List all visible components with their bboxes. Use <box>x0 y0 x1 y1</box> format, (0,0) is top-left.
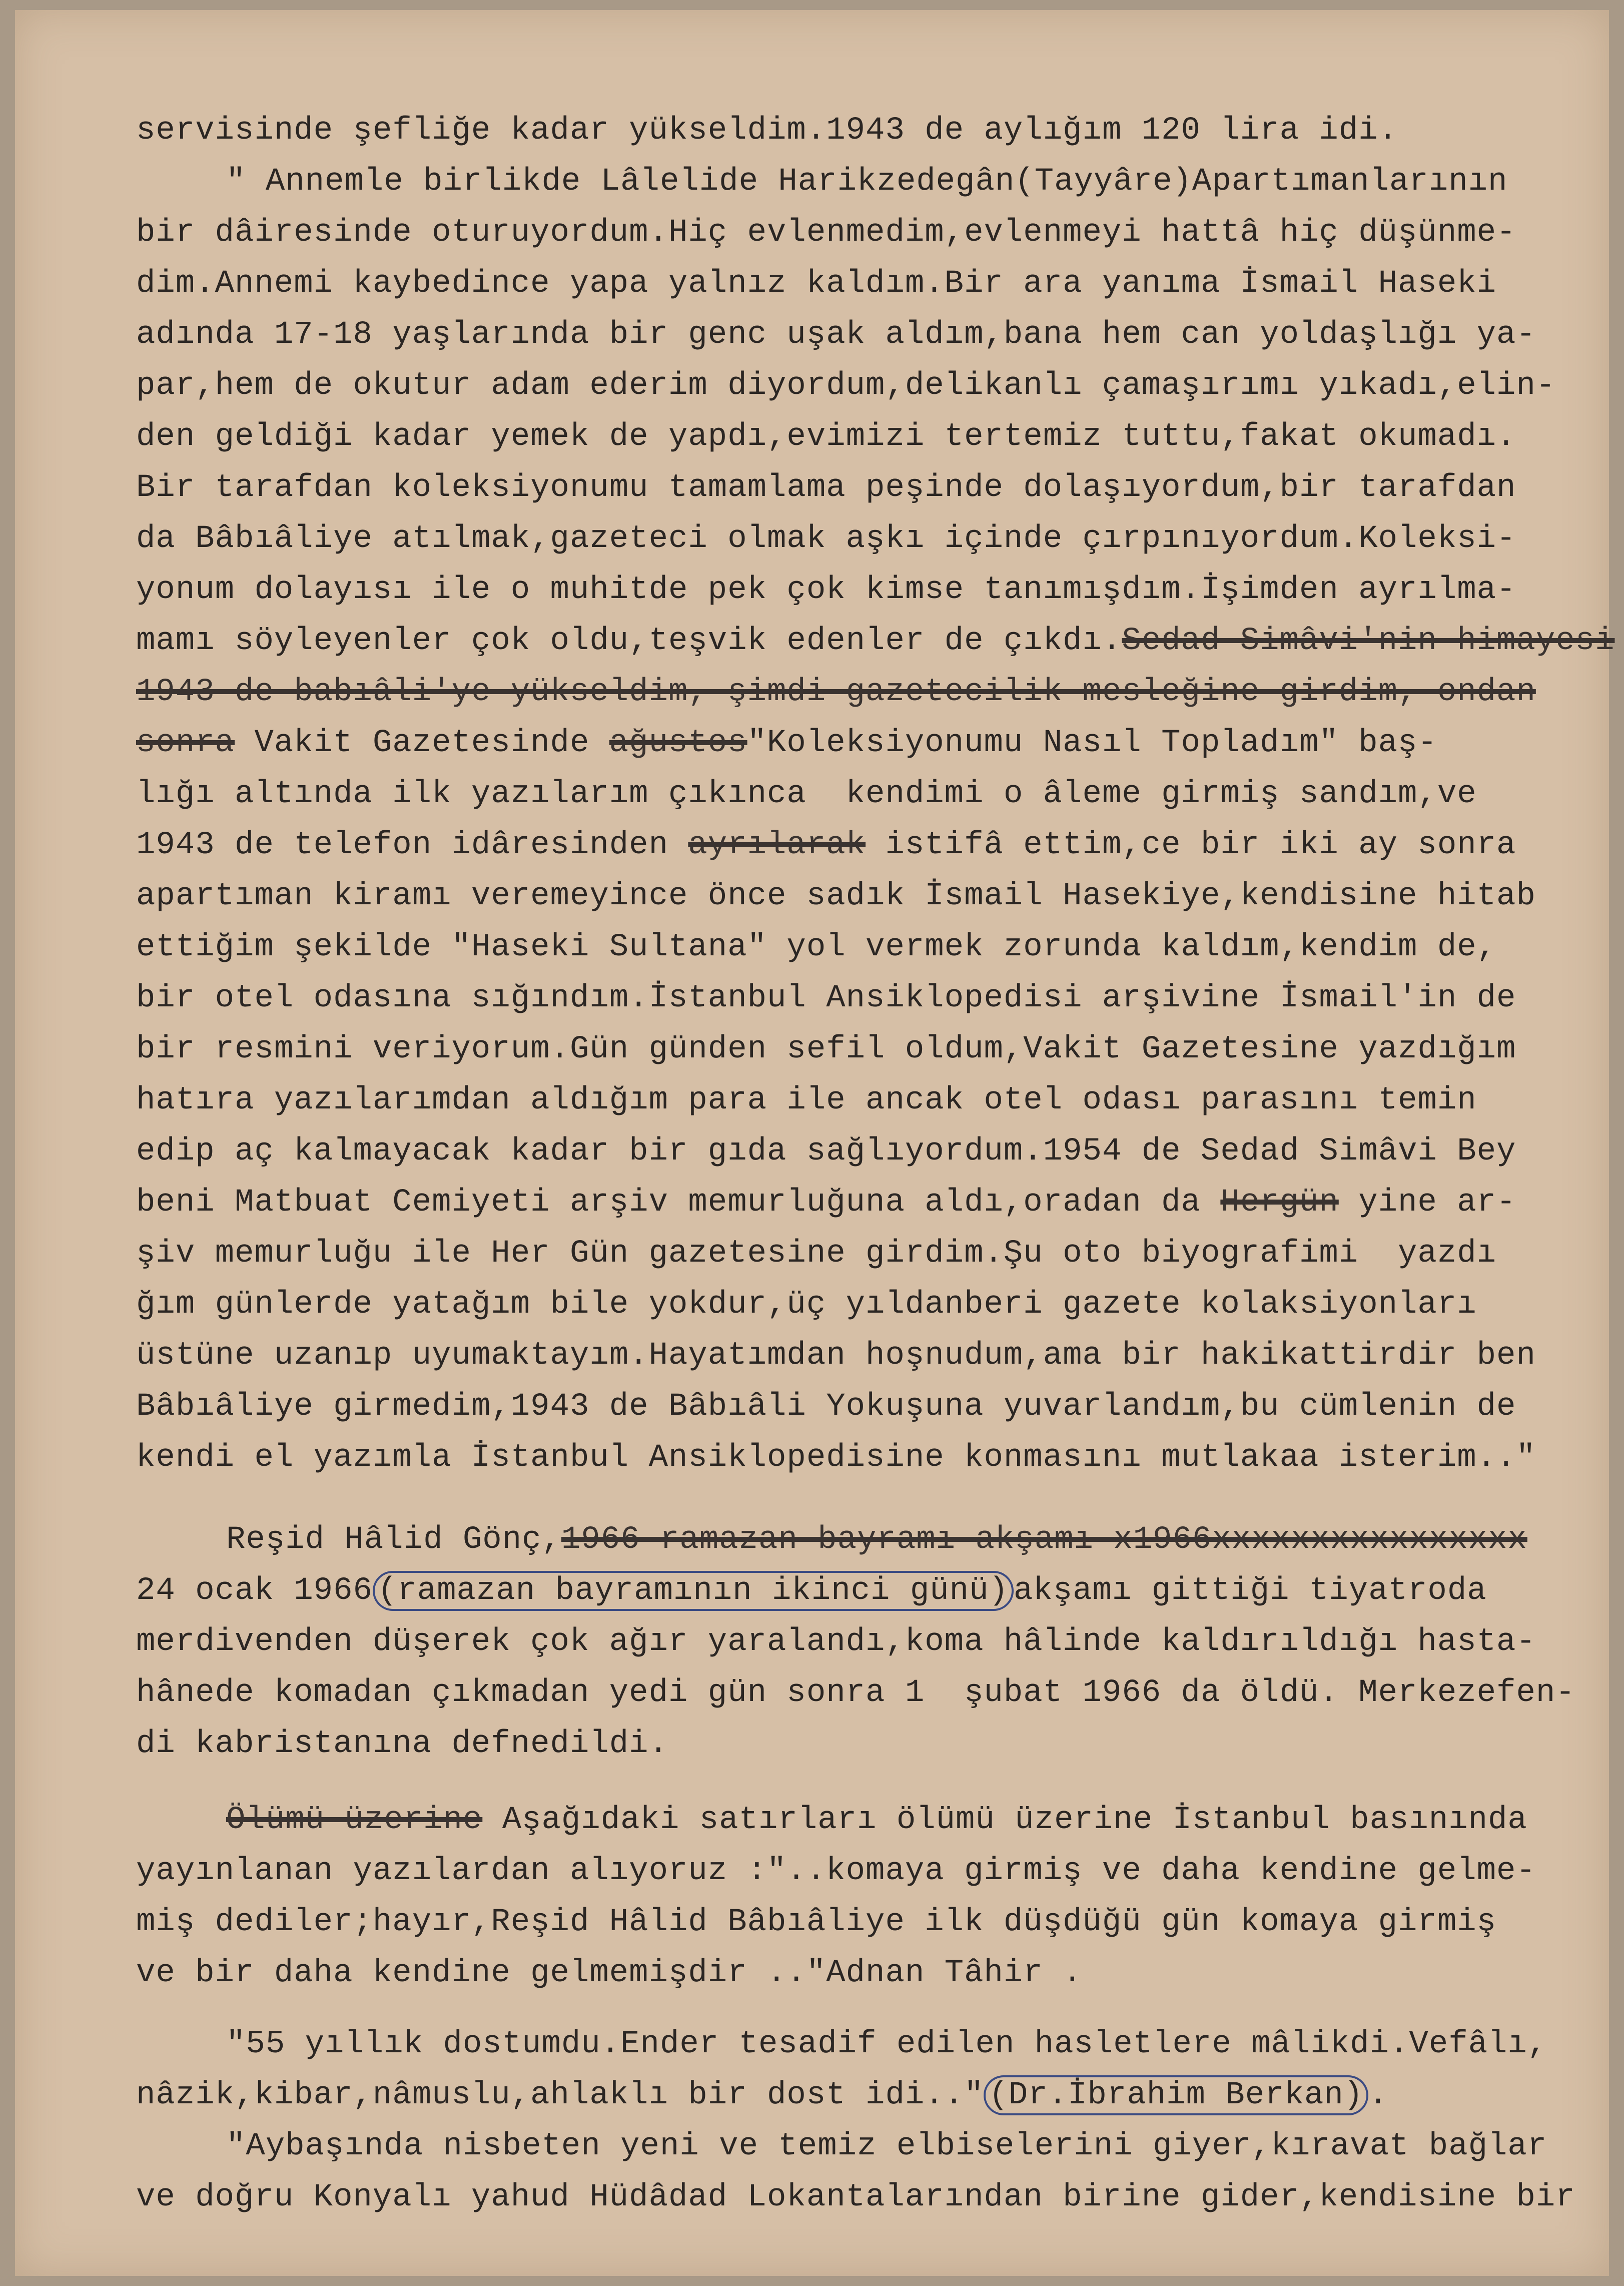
text-line: bir resmini veriyorum.Gün günden sefil oldum,Vakit Gazetesine yazdığım <box>136 1031 1516 1067</box>
text-line <box>136 1565 1612 1616</box>
handwritten-insertion: (Dr.İbrahim Berkan) <box>984 2075 1368 2115</box>
text-segment: nâzik,kibar,nâmuslu,ahlaklı bir dost idi.." <box>136 2077 984 2113</box>
text-segment: Reşid Hâlid Gönç, <box>226 1522 561 1558</box>
text-line: edip aç kalmayacak kadar bir gıda sağlıyordum.1954 de Sedad Simâvi Bey <box>136 1133 1516 1170</box>
text-line: dim.Annemi kaybedince yapa yalnız kaldım.Bir ara yanıma İsmail Haseki <box>136 266 1497 302</box>
text-line <box>136 667 1612 718</box>
text-line: par,hem de okutur adam ederim diyordum,delikanlı çamaşırımı yıkadı,elin- <box>136 368 1556 404</box>
text-line: şiv memurluğu ile Her Gün gazetesine girdim.Şu oto biyografimi yazdı <box>136 1236 1497 1272</box>
text-line: ve bir daha kendine gelmemişdir .."Adnan Tâhir . <box>136 1955 1083 1991</box>
text-line: bir dâiresinde oturuyordum.Hiç evlenmedim,evlenmeyi hattâ hiç düşünme- <box>136 215 1516 251</box>
text-segment: beni Matbuat Cemiyeti arşiv memurluğuna aldı,oradan da <box>136 1185 1221 1221</box>
struck-text: 1943 de babıâli'ye yükseldim, şimdi gazetecilik mesleğine girdim, ondan <box>136 674 1536 710</box>
text-line: merdivenden düşerek çok ağır yaralandı,koma hâlinde kaldırıldığı hasta- <box>136 1624 1536 1660</box>
text-line <box>136 156 1612 207</box>
text-line: ettiğim şekilde "Haseki Sultana" yol vermek zorunda kaldım,kendim de, <box>136 929 1497 965</box>
text-line: hatıra yazılarımdan aldığım para ile ancak otel odası parasını temin <box>136 1082 1477 1118</box>
text-segment: istifâ ettim,ce bir iki ay sonra <box>866 827 1516 863</box>
text-segment: . <box>1368 2077 1388 2113</box>
text-segment: "Koleksiyonumu Nasıl Topladım" baş- <box>747 725 1437 761</box>
struck-text: 1966 ramazan bayramı akşamı x1966xxxxxxxxxxxxxxxx <box>561 1522 1527 1558</box>
text-line <box>136 1177 1612 1228</box>
text-segment: " Annemle birlikde Lâlelide Harikzedegân(Tayyâre)Apartımanlarının <box>226 164 1508 200</box>
document-body <box>136 105 1615 2223</box>
text-line: servisinde şefliğe kadar yükseldim.1943 de aylığım 120 lira idi. <box>136 113 1398 149</box>
struck-text: Ölümü üzerine <box>226 1802 483 1838</box>
text-line <box>136 616 1615 667</box>
struck-text: ağustos <box>609 725 747 761</box>
text-line <box>136 1795 1612 1846</box>
struck-text: Hergün <box>1220 1185 1339 1221</box>
text-line: ve doğru Konyalı yahud Hüdâdad Lokantalarından birine gider,kendisine bir <box>136 2179 1575 2215</box>
text-line: yayınlanan yazılardan alıyoruz :"..komaya girmiş ve daha kendine gelme- <box>136 1853 1536 1889</box>
text-line <box>136 1514 1612 1565</box>
text-line: yonum dolayısı ile o muhitde pek çok kimse tanımışdım.İşimden ayrılma- <box>136 572 1516 608</box>
text-segment: Vakit Gazetesinde <box>235 725 609 761</box>
text-line: "55 yıllık dostumdu.Ender tesadif edilen hasletlere mâlikdi.Vefâlı, <box>226 2026 1547 2062</box>
text-line: adında 17-18 yaşlarında bir genc uşak aldım,bana hem can yoldaşlığı ya- <box>136 317 1536 353</box>
text-line: da Bâbıâliye atılmak,gazeteci olmak aşkı içinde çırpınıyordum.Koleksi- <box>136 521 1516 557</box>
text-line: bir otel odasına sığındım.İstanbul Ansiklopedisi arşivine İsmail'in de <box>136 980 1516 1016</box>
text-line: di kabristanına defnedildi. <box>136 1726 668 1762</box>
struck-text: sonra <box>136 725 235 761</box>
text-line: kendi el yazımla İstanbul Ansiklopedisine konmasını mutlakaa isterim.." <box>136 1440 1536 1476</box>
text-segment: 1943 de telefon idâresinden <box>136 827 688 863</box>
text-line: ğım günlerde yatağım bile yokdur,üç yıldanberi gazete kolaksiyonları <box>136 1287 1477 1323</box>
text-line: den geldiği kadar yemek de yapdı,evimizi tertemiz tuttu,fakat okumadı. <box>136 419 1516 455</box>
text-segment: mamı söyleyenler çok oldu,teşvik edenler de çıkdı. <box>136 623 1122 659</box>
text-segment: Aşağıdaki satırları ölümü üzerine İstanbul basınında <box>482 1802 1527 1838</box>
text-line: miş dediler;hayır,Reşid Hâlid Bâbıâliye ilk düşdüğü gün komaya girmiş <box>136 1904 1497 1940</box>
struck-text: Sedad Simâvi'nin himayesi <box>1122 623 1615 659</box>
text-segment: akşamı gittiği tiyatroda <box>1013 1573 1487 1609</box>
handwritten-insertion: (ramazan bayramının ikinci günü) <box>373 1571 1014 1611</box>
text-line: Bir tarafdan koleksiyonumu tamamlama peşinde dolaşıyordum,bir tarafdan <box>136 470 1516 506</box>
typewritten-page <box>15 10 1615 2276</box>
text-line: "Aybaşında nisbeten yeni ve temiz elbiselerini giyer,kıravat bağlar <box>226 2128 1547 2164</box>
text-line: üstüne uzanıp uyumaktayım.Hayatımdan hoşnudum,ama bir hakikattirdir ben <box>136 1338 1536 1374</box>
text-line: lığı altında ilk yazılarım çıkınca kendimi o âleme girmiş sandım,ve <box>136 776 1477 812</box>
text-line: Bâbıâliye girmedim,1943 de Bâbıâli Yokuşuna yuvarlandım,bu cümlenin de <box>136 1389 1516 1425</box>
text-line <box>136 718 1612 769</box>
text-line: apartıman kiramı veremeyince önce sadık İsmail Hasekiye,kendisine hitab <box>136 878 1536 914</box>
text-segment: 24 ocak 1966 <box>136 1573 373 1609</box>
struck-text: ayrılarak <box>688 827 866 863</box>
text-segment: yine ar- <box>1338 1185 1516 1221</box>
text-line <box>136 2070 1612 2121</box>
text-line <box>136 820 1612 871</box>
text-line: hânede komadan çıkmadan yedi gün sonra 1 şubat 1966 da öldü. Merkezefen- <box>136 1675 1575 1711</box>
